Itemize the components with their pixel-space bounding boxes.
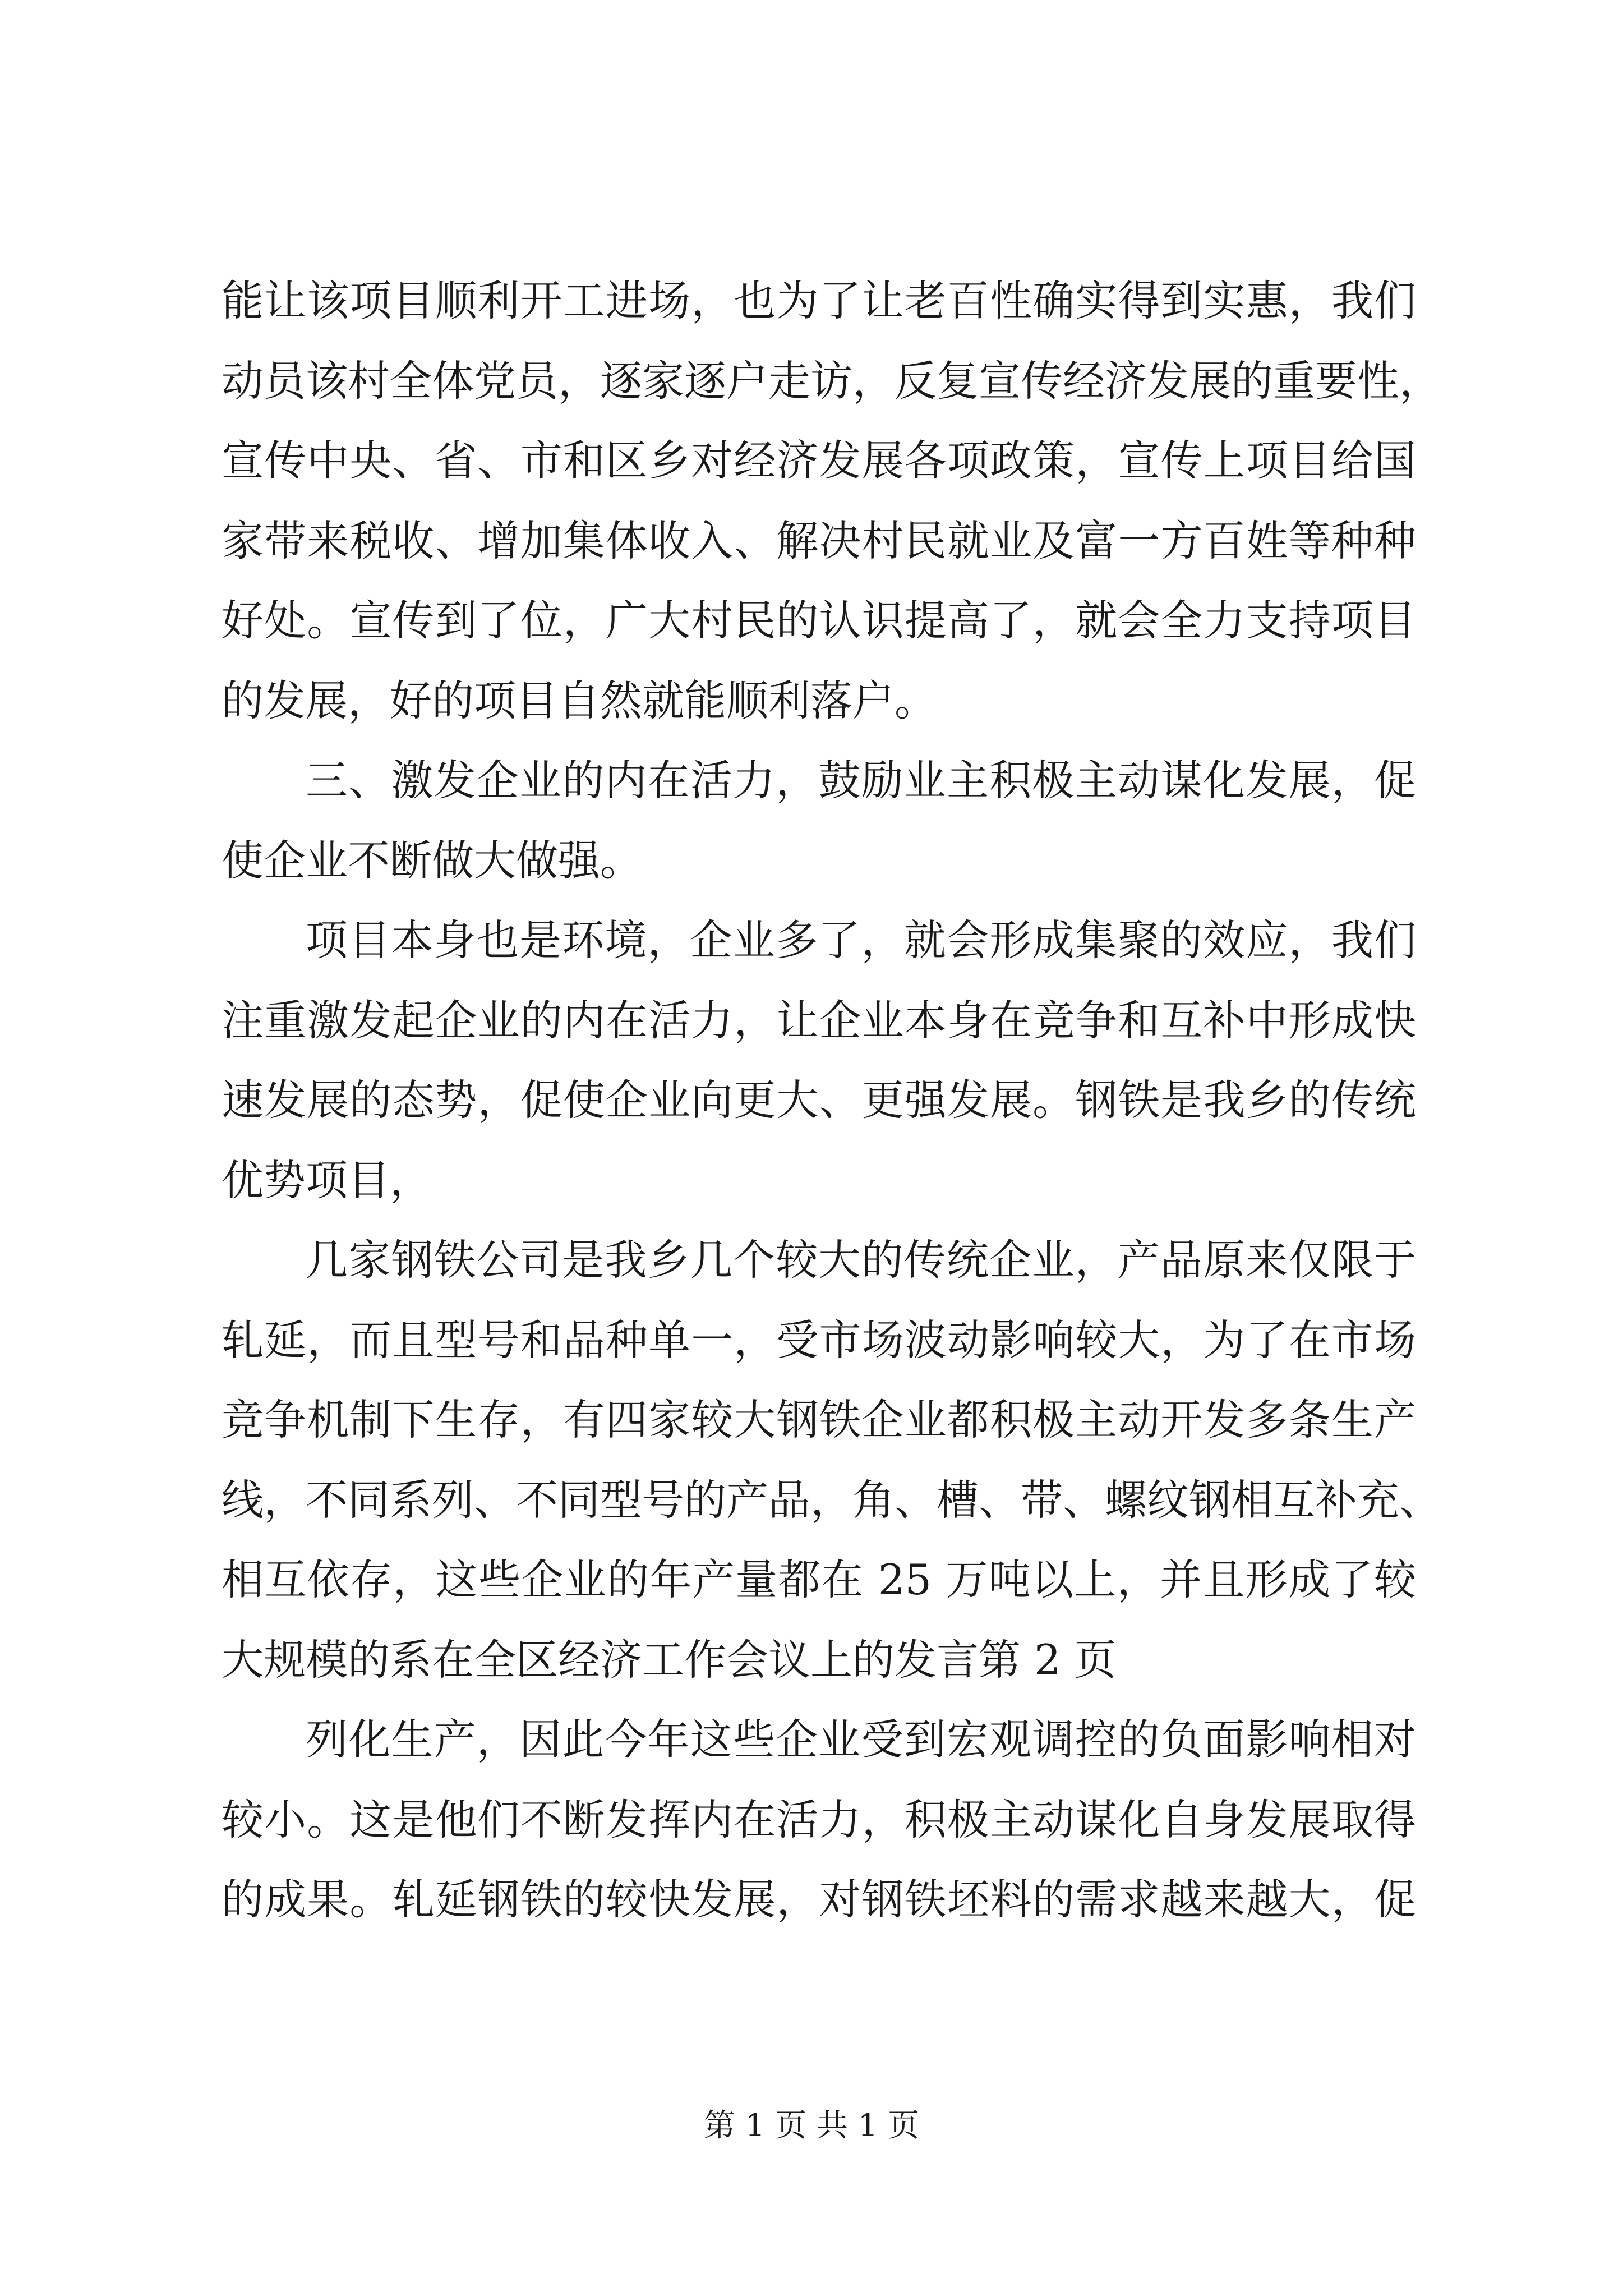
- text-line: 的发展，好的项目自然就能顺利落户。: [222, 675, 937, 725]
- text-line: 三、激发企业的内在活力，鼓励业主积极主动谋化发展，促: [306, 756, 1416, 805]
- text-line: 大规模的系在全区经济工作会议上的发言第 2 页: [222, 1635, 1117, 1685]
- text-line: 相互依存，这些企业的年产量都在 25 万吨以上，并且形成了较: [222, 1555, 1416, 1604]
- text-line: 几家钢铁公司是我乡几个较大的传统企业，产品原来仅限于: [306, 1235, 1416, 1285]
- document-body: [222, 261, 1442, 1940]
- text-line: 好处。宣传到了位，广大村民的认识提高了，就会全力支持项目: [222, 596, 1416, 645]
- text-line: 的成果。轧延钢铁的较快发展，对钢铁坯料的需求越来越大，促: [222, 1875, 1416, 1924]
- text-line: 使企业不断做大做强。: [222, 835, 643, 885]
- text-line: 能让该项目顺利开工进场，也为了让老百性确实得到实惠，我们: [222, 276, 1416, 325]
- text-line: 宣传中央、省、市和区乡对经济发展各项政策，宣传上项目给国: [222, 436, 1416, 485]
- text-line: 动员该村全体党员，逐家逐户走访，反复宣传经济发展的重要性，: [222, 356, 1442, 406]
- text-line: 速发展的态势，促使企业向更大、更强发展。钢铁是我乡的传统: [222, 1075, 1416, 1125]
- text-line: 列化生产，因此今年这些企业受到宏观调控的负面影响相对: [306, 1715, 1416, 1764]
- text-line: 项目本身也是环境，企业多了，就会形成集聚的效应，我们: [306, 915, 1416, 965]
- text-line: 优势项目，: [222, 1155, 432, 1205]
- page-footer: 第 1 页 共 1 页: [703, 2108, 920, 2144]
- text-line: 轧延，而且型号和品种单一，受市场波动影响较大，为了在市场: [222, 1315, 1416, 1365]
- text-line: 注重激发起企业的内在活力，让企业本身在竞争和互补中形成快: [222, 995, 1416, 1045]
- text-line: 线，不同系列、不同型号的产品，角、槽、带、螺纹钢相互补充、: [222, 1475, 1442, 1525]
- text-line: 家带来税收、增加集体收入、解决村民就业及富一方百姓等种种: [222, 516, 1416, 565]
- text-line: 竞争机制下生存，有四家较大钢铁企业都积极主动开发多条生产: [222, 1395, 1416, 1444]
- text-line: 较小。这是他们不断发挥内在活力，积极主动谋化自身发展取得: [222, 1795, 1416, 1844]
